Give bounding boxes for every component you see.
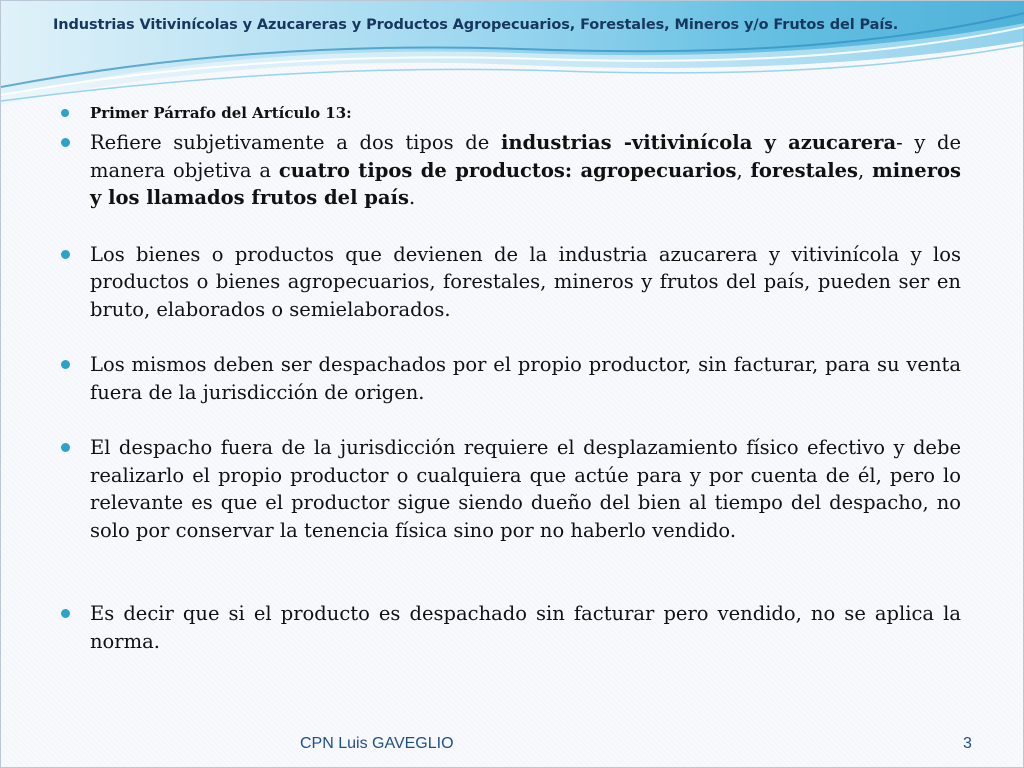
bullet-item-5	[61, 600, 961, 655]
p2-text: Los bienes o productos que devienen de la industria azucarera y vitivinícola y los productos o bienes agropecuarios, forestales, mineros y frutos del país, pueden ser en bruto, elaborados o semielaborados.	[90, 242, 961, 321]
bullet-item-2	[61, 241, 961, 324]
p1-text-5: .	[408, 186, 416, 209]
bullet-dot-icon	[61, 443, 70, 452]
bullet-dot-icon	[61, 109, 69, 117]
bullet-dot-icon	[61, 138, 70, 147]
bullet-item-3	[61, 351, 961, 406]
bullet-dot-icon	[61, 360, 70, 369]
p1-text-3: ,	[736, 158, 751, 182]
p1-bold-industries: industrias -vitivinícola y azucarera	[500, 131, 897, 154]
p1-text-4: ,	[858, 158, 873, 182]
bullet-dot-icon	[61, 609, 70, 618]
bullet-dot-icon	[61, 250, 70, 259]
p3-text: Los mismos deben ser despachados por el propio productor, sin facturar, para su venta fuera de la jurisdicción de origen.	[90, 353, 961, 404]
p1-bold-forestales: forestales	[750, 158, 859, 182]
intro-text: Primer Párrafo del Artículo 13:	[90, 104, 352, 122]
slide-content	[61, 101, 961, 655]
p1-text-2: - y de manera objetiva a	[90, 131, 961, 182]
page-number: 3	[963, 735, 972, 752]
slide-title: Industrias Vitivinícolas y Azucareras y Productos Agropecuarios, Forestales, Mineros y/o Frutos del País.	[53, 17, 899, 33]
p1-text-1: Refiere subjetivamente a dos tipos de	[90, 131, 501, 154]
bullet-item-4	[61, 434, 961, 544]
p1-bold-products: cuatro tipos de productos: agropecuarios	[278, 158, 737, 182]
p5-text: Es decir que si el producto es despachado sin facturar pero vendido, no se aplica la norma.	[90, 602, 961, 653]
footer-author: CPN Luis GAVEGLIO	[300, 735, 454, 752]
p4-text: El despacho fuera de la jurisdicción requiere el desplazamiento físico efectivo y debe realizarlo el propio productor o cualquiera que actúe para y por cuenta de él, pero lo relevante es que el productor sigue siendo dueño del bien al tiempo del despacho, no solo por conservar la tenencia física sino por no haberlo vendido.	[90, 436, 961, 542]
p1-bold-mineros: mineros y los llamados frutos del país	[90, 158, 961, 209]
bullet-item-1	[61, 129, 961, 212]
bullet-item-intro	[61, 101, 961, 125]
